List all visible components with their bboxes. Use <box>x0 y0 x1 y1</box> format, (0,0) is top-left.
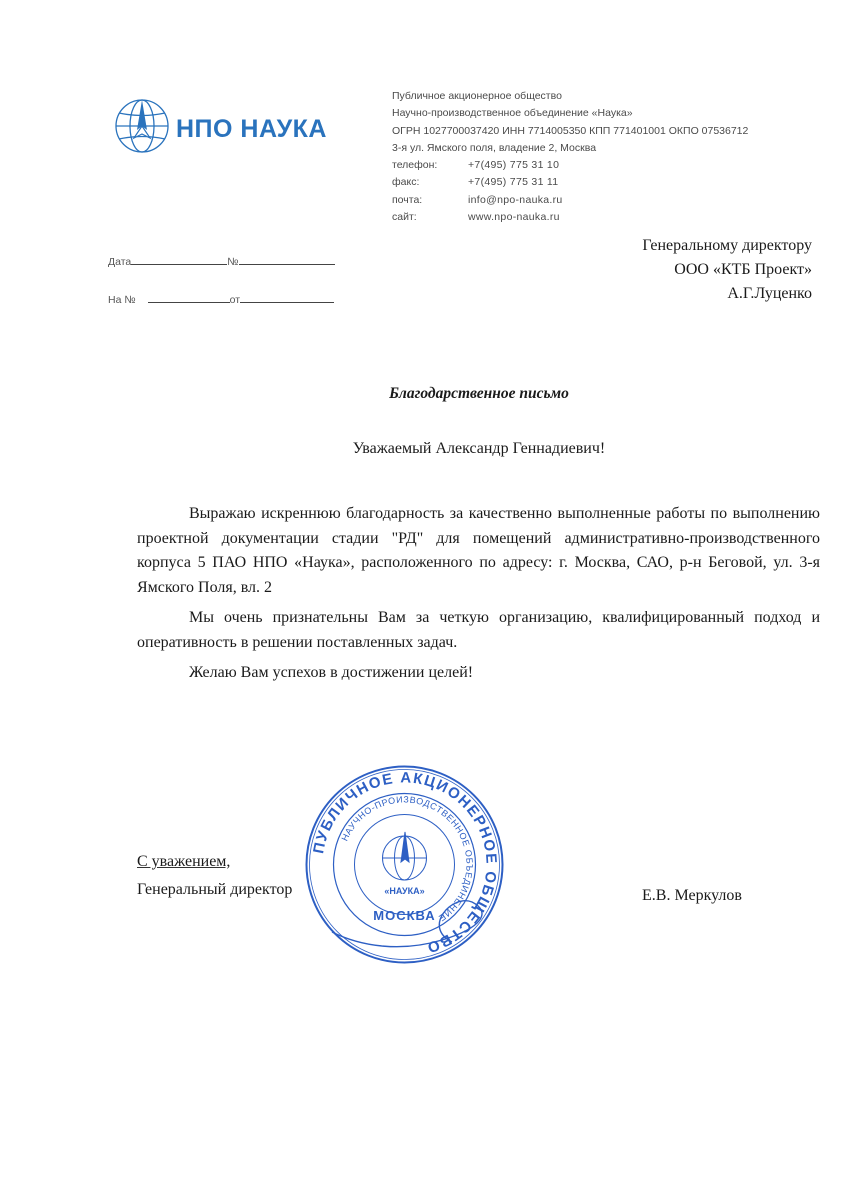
org-line: Научно-производственное объединение «Наука» <box>392 107 633 120</box>
stamp-outer-text: ПУБЛИЧНОЕ АКЦИОНЕРНОЕ ОБЩЕСТВО <box>310 769 500 957</box>
date-number-field <box>108 254 335 268</box>
number-label: № <box>227 256 239 268</box>
addressee-company: ООО «КТБ Проект» <box>674 261 812 278</box>
stamp-center-text: «НАУКА» <box>384 886 425 896</box>
letter-body <box>137 502 820 686</box>
stamp-city-text: МОСКВА <box>373 908 436 923</box>
contact-site: сайт: www.npo-nauka.ru <box>392 211 560 224</box>
reference-field <box>108 292 334 306</box>
logo-text: НПО НАУКА <box>176 115 327 143</box>
greeting: Уважаемый Александр Геннадиевич! <box>352 440 606 457</box>
number-line <box>239 254 335 265</box>
contact-phone: телефон: +7(495) 775 31 10 <box>392 159 560 172</box>
rocket-icon <box>134 100 150 138</box>
ref-line <box>148 292 230 303</box>
date-label: Дата <box>108 256 132 268</box>
body-paragraph: Выражаю искреннюю благодарность за качественно выполненные работы по выполнению проектной документации стадии "РД" для помещений административно-производственного корпуса 5 ПАО НПО «Наука», расположенного по адресу: г. Москва, САО, р-н Беговой, ул. 3-я Ямского Поля, вл. 2 <box>137 505 820 596</box>
org-line: ОГРН 1027700037420 ИНН 7714005350 КПП 771401001 ОКПО 07536712 <box>392 124 749 137</box>
org-line: 3-я ул. Ямского поля, владение 2, Москва <box>392 141 597 154</box>
from-line <box>240 292 334 303</box>
date-line <box>131 254 227 265</box>
closing-phrase: С уважением, <box>137 853 231 870</box>
stamp-inner-text: НАУЧНО-ПРОИЗВОДСТВЕННОЕ ОБЪЕДИНЕНИЕ <box>339 794 475 924</box>
org-line: Публичное акционерное общество <box>392 90 562 102</box>
from-label: от <box>229 294 241 306</box>
signer-name: Е.В. Меркулов <box>642 887 742 904</box>
official-stamp <box>302 762 507 967</box>
document-title: Благодарственное письмо <box>389 385 569 402</box>
addressee-position: Генеральному директору <box>642 237 812 254</box>
org-details <box>392 88 748 226</box>
body-paragraph: Желаю Вам успехов в достижении целей! <box>189 664 474 681</box>
body-paragraph: Мы очень признательны Вам за четкую организацию, квалифицированный подход и оперативность в решении поставленных задач. <box>137 609 820 651</box>
contact-email: почта: info@npo-nauka.ru <box>392 193 563 206</box>
ref-label: На № <box>108 294 136 306</box>
stamp-globe-icon <box>383 832 427 880</box>
signer-position: Генеральный директор <box>137 881 293 898</box>
addressee-block <box>642 234 812 306</box>
closing-block <box>137 848 292 904</box>
contact-fax: факс: +7(495) 775 31 11 <box>392 176 559 189</box>
addressee-name: А.Г.Луценко <box>727 285 812 302</box>
